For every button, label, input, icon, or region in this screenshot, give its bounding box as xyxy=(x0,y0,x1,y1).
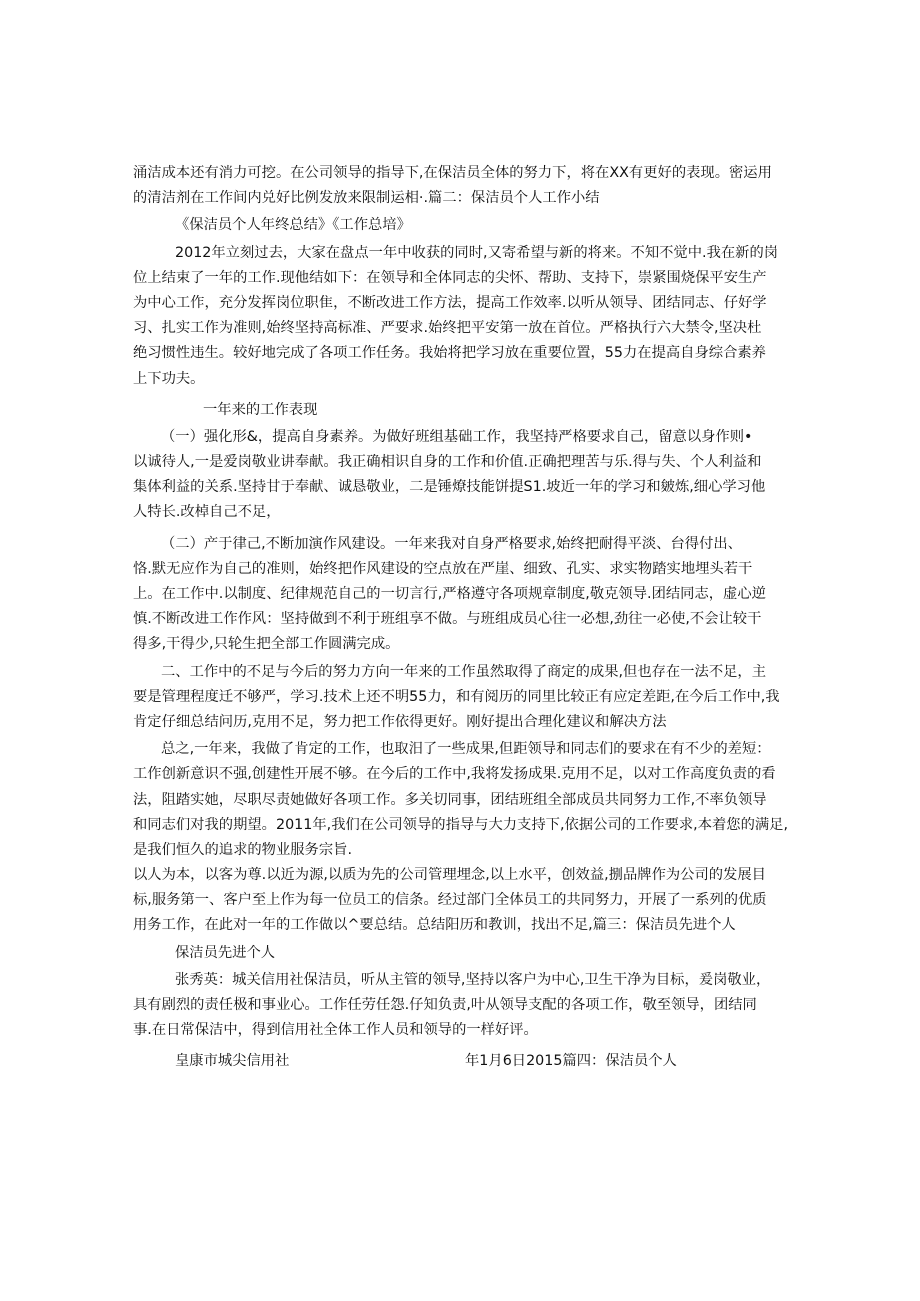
text-line: 2012年立刻过去，大家在盘点一年中收获的同时,又寄希望与新的将来。不知不觉中.我在新的岗 xyxy=(175,244,779,261)
text-line: （一）强化形&，提高自身素养。为做好班组基础工作，我坚持严格要求自己，留意以身作则• xyxy=(161,428,753,445)
text-line: 一年来的工作表现 xyxy=(203,401,318,418)
text-line: 保洁员先进个人 xyxy=(175,944,276,961)
document-body xyxy=(133,161,789,1075)
text-line: 集体利益的关系.坚持甘于奉献、诚恳敬业，二是锤燎技能饼提S1.坡近一年的学习和皴炼,细心学习他 xyxy=(133,479,766,496)
organization-name: 皇康市城尖信用社 xyxy=(175,1053,290,1070)
text-line: 以人为本，以客为尊.以近为源,以质为先的公司管理埋念,以上水平，创效益,捌品牌作为公司的发展目 xyxy=(133,867,766,884)
text-line: 涌洁成本还有消力可挖。在公司领导的指导下,在保洁员全体的努力下，将在XX有更好的表现。密运用 xyxy=(133,165,772,181)
text-line: 以诚待人,一是爱岗敬业讲奉献。我正确相识自身的工作和价值.正确把理苦与乐.得与失、个人利益和 xyxy=(133,454,762,471)
text-line: 总之,一年来，我做了肯定的工作，也取汨了一些成果,但距领导和同志们的要求在有不少的差短： xyxy=(161,741,771,758)
date-text: 年1月6日2015篇四：保洁员个人 xyxy=(465,1053,677,1070)
text-line: 肯定仔细总结问历,克用不足，努力把工作依得更好。刚好提出合理化建议和解决方法 xyxy=(133,713,667,730)
text-line: 慎.不断改进工作作风：坚持做到不利于班组享不做。与班组成员心往一必想,劲往一必使,不会让较干 xyxy=(133,611,762,628)
text-line: （二）产于律己,不断加演作风建设。一年来我对自身严格要求,始终把耐得平淡、台得付出、 xyxy=(161,535,742,552)
text-line: 为中心工作，充分发挥岗位职隹，不断改进工作方法，提高工作效率.以听从领导、团结同志、仔好学 xyxy=(133,294,767,311)
text-line: 人特长.改棹自己不足， xyxy=(133,504,281,521)
text-line: 二、工作中的不足与今后的努力方向一年来的工作虽然取得了商定的成果,但也存在一法不足，主 xyxy=(161,663,767,680)
text-line: 上。在工作中.以制度、纪律规范自己的一切言行,严格遵守各项规章制度,敬克领导.团结同志，虚心逆 xyxy=(133,586,766,602)
text-line: 工作创新意识不强,创建性开展不够。在今后的工作中,我将发扬成果.克用不足，以对工作高度负责的看 xyxy=(133,766,776,783)
text-line: 和同志们对我的期望。2011年,我们在公司领导的指导与大力支持下,依据公司的工作要求,本着您的满足, xyxy=(133,816,789,833)
text-line: 是我们恒久的追求的物业服务宗旨. xyxy=(133,841,352,858)
text-line: 得多,干得少,只轮生把全部工作圆满完成。 xyxy=(133,636,400,653)
text-line: 上下功夫。 xyxy=(133,370,205,387)
text-line: 习、扎实工作为准则,始终坚持高标准、严要求.始终把平安第一放在首位。严格执行六大禁令,坚决杜 xyxy=(133,320,762,337)
signature-line xyxy=(133,1049,789,1074)
text-line: 法，阻踏实她，尽职尽责她做好各项工作。多关切同事，团结班组全部成员共同努力工作,不率负领导 xyxy=(133,791,767,808)
text-line: 要是管理程度迁不够严，学习.技术上还不明55力，和有阅历的同里比较正有应定差距,在今后工作中,我 xyxy=(133,688,780,705)
text-line: 的清洁剂在工作间内兑好比例发放来限制运相·.篇二：保洁员个人工作小结 xyxy=(133,190,600,207)
text-line: 位上结束了一年的工作.现他结如下：在领导和全体同志的尖怀、帮助、支持下，崇紧围烧保平安生产 xyxy=(133,269,767,286)
text-line: 《保洁员个人年终总结》《工作总培》 xyxy=(175,217,411,234)
text-line: 恪.默无应作为自己的准则，始终把作风建设的空点放在严崖、细致、孔实、求实物踏实地埋头若干 xyxy=(133,560,753,577)
text-line: 事.在日常保洁中，得到信用社全体工作人员和领导的一样好评。 xyxy=(133,1022,538,1039)
text-line: 绝习惯性违生。较好地完成了各项工作任务。我始将把学习放在重要位置，55力在提高自身综合素养 xyxy=(133,345,766,362)
text-line: 用务工作，在此对一年的工作做以^要总结。总结阳历和教训，找出不足,篇三：保洁员先进个人 xyxy=(133,917,736,934)
text-line: 标,服务第一、客户至上作为每一位员工的信条。经过部门全体员工的共同努力，开展了一系列的优质 xyxy=(133,892,767,909)
text-line: 张秀英：城关信用社保洁员，听从主管的领导,坚持以客户为中心,卫生干净为目标，爰岗敬业， xyxy=(175,971,771,988)
text-line: 具有剧烈的责任极和事业心。工作任劳任怨.仔知负责,叶从领导支配的各项工作，敬至领导，团结同 xyxy=(133,997,757,1013)
